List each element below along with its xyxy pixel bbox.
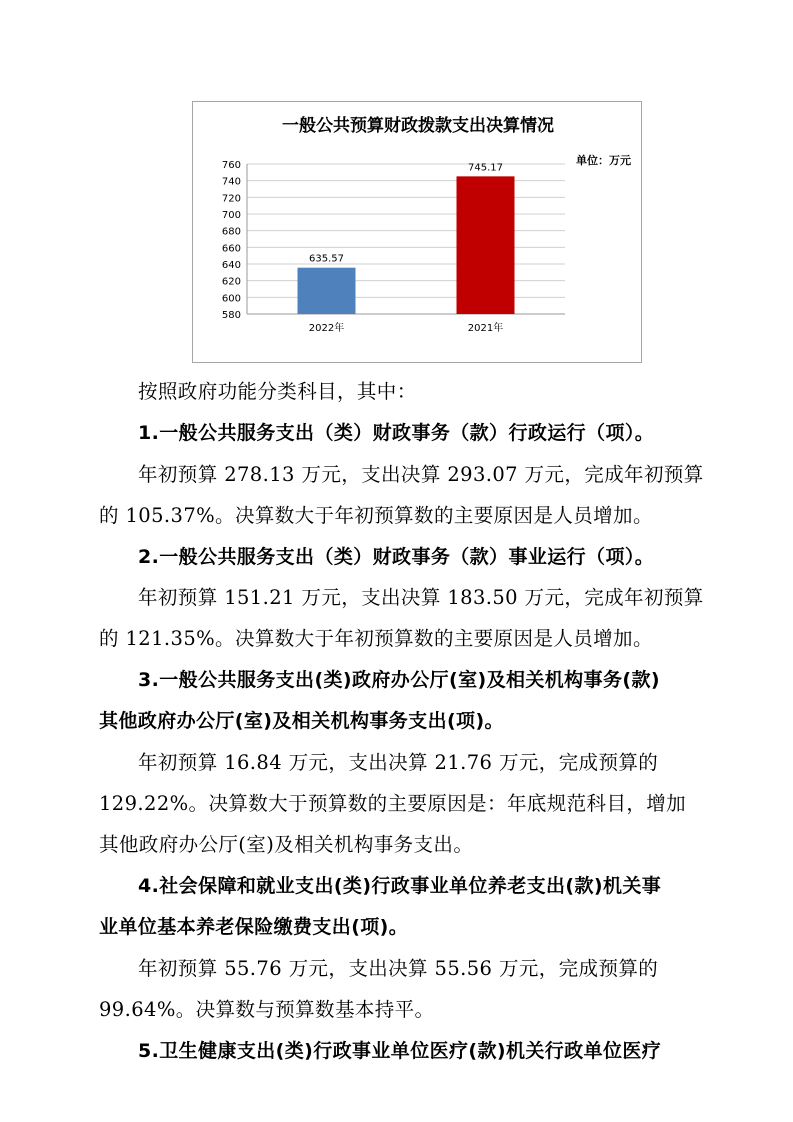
section-1-title: 1.一般公共服务支出（类）财政事务（款）行政运行（项）。 bbox=[138, 422, 655, 444]
y-tick-label: 740 bbox=[221, 176, 241, 188]
section-1-line-1: 年初预算 278.13 万元，支出决算 293.07 万元，完成年初预算 bbox=[138, 463, 704, 486]
section-3-title-line-2: 其他政府办公厅(室)及相关机构事务支出(项)。 bbox=[99, 710, 504, 732]
chart-unit-label: 单位：万元 bbox=[576, 154, 631, 167]
budget-chart bbox=[192, 101, 642, 363]
y-tick-label: 680 bbox=[221, 226, 241, 238]
y-tick-label: 600 bbox=[221, 293, 241, 305]
y-tick-label: 660 bbox=[221, 243, 241, 255]
section-2-line-2: 的 121.35%。决算数大于年初预算数的主要原因是人员增加。 bbox=[99, 627, 653, 650]
y-tick-label: 640 bbox=[221, 260, 241, 271]
section-3-line-1: 年初预算 16.84 万元，支出决算 21.76 万元，完成预算的 bbox=[138, 751, 659, 774]
y-tick-label: 720 bbox=[221, 193, 241, 205]
y-tick-label: 580 bbox=[221, 310, 241, 321]
bar-1 bbox=[298, 268, 356, 314]
chart-svg bbox=[193, 102, 643, 364]
section-4-title-line-1: 4.社会保障和就业支出(类)行政事业单位养老支出(款)机关事 bbox=[138, 875, 662, 897]
section-3-line-3: 其他政府办公厅(室)及相关机构事务支出。 bbox=[99, 833, 474, 856]
section-2-title: 2.一般公共服务支出（类）财政事务（款）事业运行（项）。 bbox=[138, 546, 655, 568]
bar-value-label: 745.17 bbox=[468, 162, 503, 174]
bar-value-label: 635.57 bbox=[309, 253, 344, 265]
chart-title: 一般公共预算财政拨款支出决算情况 bbox=[282, 116, 554, 136]
section-2-line-1: 年初预算 151.21 万元，支出决算 183.50 万元，完成年初预算 bbox=[138, 586, 704, 609]
y-tick-label: 700 bbox=[221, 210, 241, 221]
x-tick-label: 2021年 bbox=[467, 323, 504, 334]
intro-text: 按照政府功能分类科目，其中： bbox=[138, 380, 417, 403]
section-3-line-2: 129.22%。决算数大于预算数的主要原因是：年底规范科目，增加 bbox=[99, 792, 687, 815]
section-3-title-line-1: 3.一般公共服务支出(类)政府办公厅(室)及相关机构事务(款) bbox=[138, 669, 660, 691]
section-4-line-2: 99.64%。决算数与预算数基本持平。 bbox=[99, 998, 435, 1021]
y-tick-label: 620 bbox=[221, 276, 241, 288]
section-1-line-2: 的 105.37%。决算数大于年初预算数的主要原因是人员增加。 bbox=[99, 504, 653, 527]
section-5-title-line-1: 5.卫生健康支出(类)行政事业单位医疗(款)机关行政单位医疗 bbox=[138, 1040, 662, 1062]
bar-2 bbox=[457, 176, 515, 314]
x-tick-label: 2022年 bbox=[308, 323, 345, 334]
section-4-line-1: 年初预算 55.76 万元，支出决算 55.56 万元，完成预算的 bbox=[138, 957, 659, 980]
y-tick-label: 760 bbox=[221, 160, 241, 171]
section-4-title-line-2: 业单位基本养老保险缴费支出(项)。 bbox=[99, 916, 409, 938]
